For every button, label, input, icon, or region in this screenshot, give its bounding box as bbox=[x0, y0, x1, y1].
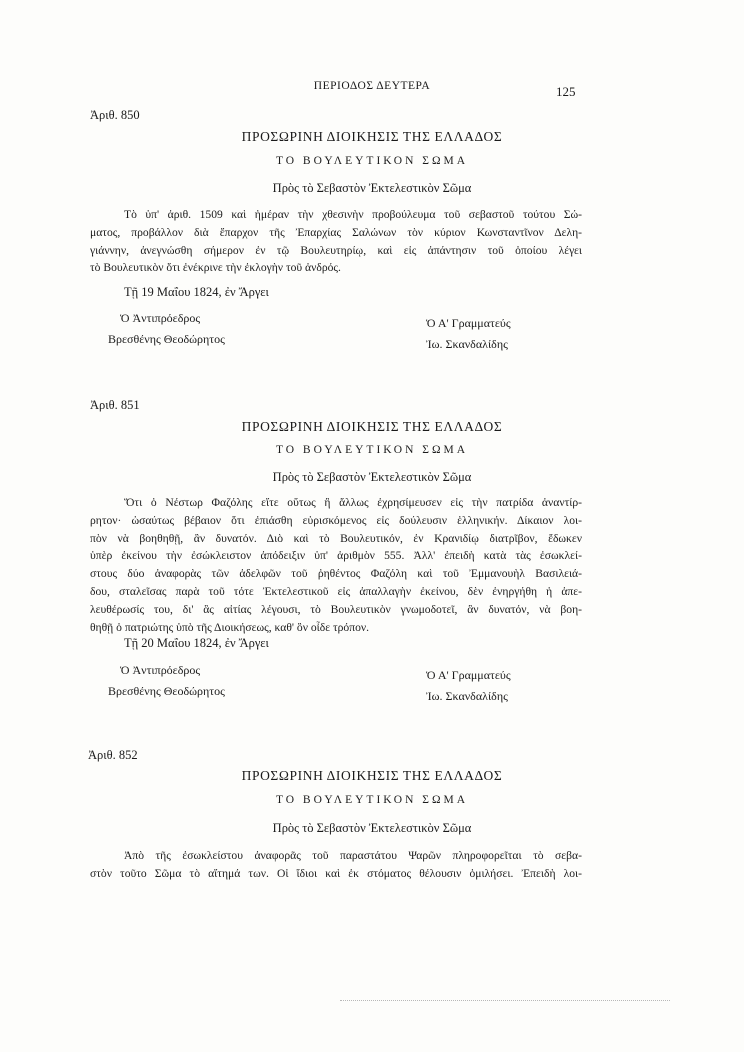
page-bottom-divider bbox=[340, 1000, 670, 1003]
signature-left bbox=[108, 660, 225, 702]
body-line: στὸν τοῦτο Σῶμα τὸ αἴτημά των. Οἱ ἴδιοι καὶ ἐκ στόματος θέλουσιν ὁμιλήσει. Ἐπειδὴ λοι- bbox=[90, 866, 582, 880]
document-subtitle: ΤΟ ΒΟΥΛΕΥΤΙΚΟΝ ΣΩΜΑ bbox=[275, 794, 469, 806]
page-number: 125 bbox=[556, 84, 576, 99]
body-line: ματος, προβάλλον διὰ ἔπαρχον τῆς Ἐπαρχίας Σαλώνων τὸν κύριον Κωνσταντῖνον Δελη- bbox=[90, 225, 582, 239]
document-addressee: Πρὸς τὸ Σεβαστὸν Ἐκτελεστικὸν Σῶμα bbox=[272, 821, 472, 835]
signature-left bbox=[108, 308, 225, 350]
signatory-name: Βρεσθένης Θεοδώρητος bbox=[108, 332, 225, 346]
signature-right bbox=[426, 665, 511, 707]
signatory-title: Ὁ Ἀντιπρόεδρος bbox=[120, 311, 201, 325]
document-number: Ἀριθ. 851 bbox=[90, 398, 140, 412]
signatory-name: Βρεσθένης Θεοδώρητος bbox=[108, 684, 225, 698]
document-number: Ἀριθ. 850 bbox=[90, 108, 140, 122]
signatory-title: Ὁ Α' Γραμματεύς bbox=[426, 668, 511, 682]
document-date: Τῇ 20 Μαΐου 1824, ἐν Ἄργει bbox=[124, 636, 269, 650]
signatory-name: Ἰω. Σκανδαλίδης bbox=[426, 689, 508, 703]
document-subtitle: ΤΟ ΒΟΥΛΕΥΤΙΚΟΝ ΣΩΜΑ bbox=[275, 444, 469, 456]
document-addressee: Πρὸς τὸ Σεβαστὸν Ἐκτελεστικὸν Σῶμα bbox=[272, 181, 472, 195]
body-line: δου, σταλεῖσας παρὰ τοῦ τότε Ἐκτελεστικοῦ εἰς ἀπαλλαγὴν ἐκείνου, δὲν ἐνηργήθη ἡ ἀπε- bbox=[90, 584, 582, 598]
signatory-title: Ὁ Α' Γραμματεύς bbox=[426, 316, 511, 330]
signatory-name: Ἰω. Σκανδαλίδης bbox=[426, 337, 508, 351]
document-addressee: Πρὸς τὸ Σεβαστὸν Ἐκτελεστικὸν Σῶμα bbox=[272, 470, 472, 484]
document-title: ΠΡΟΣΩΡΙΝΗ ΔΙΟΙΚΗΣΙΣ ΤΗΣ ΕΛΛΑΔΟΣ bbox=[241, 768, 503, 783]
body-line: Τὸ ὑπ' ἀριθ. 1509 καὶ ἡμέραν τὴν χθεσινὴν προβούλευμα τοῦ σεβαστοῦ τούτου Σώ- bbox=[124, 208, 582, 221]
body-line: λευθέρωσίς του, δι' ἃς αἰτίας λέγουσι, τὸ Βουλευτικὸν γνωμοδοτεῖ, ἂν δυνατόν, νὰ βοη- bbox=[90, 602, 582, 616]
document-body bbox=[90, 494, 582, 636]
body-line: ὑπὲρ ἐκείνου τὴν ἐσώκλειστον ἀπόδειξιν ὑπ' ἀριθμὸν 555. Ἀλλ' ἐπειδὴ κατὰ τὰς ἐσωκλεί- bbox=[90, 549, 582, 563]
document-body bbox=[90, 206, 582, 277]
body-line: πὸν νὰ βοηθηθῇ, ἂν δυνατόν. Διὸ καὶ τὸ Βουλευτικόν, ἐν Κρανιδίῳ διατρῖβον, ἔδωκεν bbox=[90, 531, 582, 545]
running-header: ΠΕΡΙΟΔΟΣ ΔΕΥΤΕΡΑ bbox=[313, 80, 431, 92]
body-line: στους δύο ἀναφορὰς τῶν ἀδελφῶν τοῦ ῥηθέντος Φαζόλη καὶ τοῦ Ἐμμανουὴλ Βασιλειά- bbox=[90, 567, 582, 581]
body-line: ρητον· ὡσαύτως βέβαιον ὅτι ἐπιάσθη εὑρισκόμενος εἰς δούλευσιν ἑλληνικήν. Δίκαιον λοι- bbox=[90, 513, 582, 527]
document-number: Ἀριθ. 852 bbox=[88, 748, 138, 762]
document-title: ΠΡΟΣΩΡΙΝΗ ΔΙΟΙΚΗΣΙΣ ΤΗΣ ΕΛΛΑΔΟΣ bbox=[241, 419, 503, 434]
document-date: Τῇ 19 Μαΐου 1824, ἐν Ἄργει bbox=[124, 285, 269, 299]
document-subtitle: ΤΟ ΒΟΥΛΕΥΤΙΚΟΝ ΣΩΜΑ bbox=[275, 155, 469, 167]
body-line: γιάννην, ἀνεγνώσθη σήμερον ἐν τῷ Βουλευτηρίῳ, καὶ εἰς ἀπάντησιν τοῦ ὁποίου λέγει bbox=[90, 243, 582, 257]
signature-right bbox=[426, 313, 511, 355]
document-title: ΠΡΟΣΩΡΙΝΗ ΔΙΟΙΚΗΣΙΣ ΤΗΣ ΕΛΛΑΔΟΣ bbox=[241, 129, 503, 144]
body-line: Ὅτι ὁ Νέστωρ Φαζόλης εἴτε οὕτως ἢ ἄλλως ἐχρησίμευσεν εἰς τὴν πατρίδα ἀναντίρ- bbox=[124, 496, 582, 509]
body-line: Ἀπὸ τῆς ἐσωκλείστου ἀναφορᾶς τοῦ παραστάτου Ψαρῶν πληροφορεῖται τὸ σεβα- bbox=[124, 849, 582, 862]
signatory-title: Ὁ Ἀντιπρόεδρος bbox=[120, 663, 201, 677]
document-body bbox=[90, 847, 582, 883]
body-line: θηθῇ ὁ πατριώτης ὑπὸ τῆς Διοικήσεως, καθ' ὃν οἶδε τρόπον. bbox=[90, 620, 370, 634]
body-line: τὸ Βουλευτικὸν ὅτι ἐνέκρινε τὴν ἐκλογὴν τοῦ ἀνδρός. bbox=[90, 261, 341, 275]
